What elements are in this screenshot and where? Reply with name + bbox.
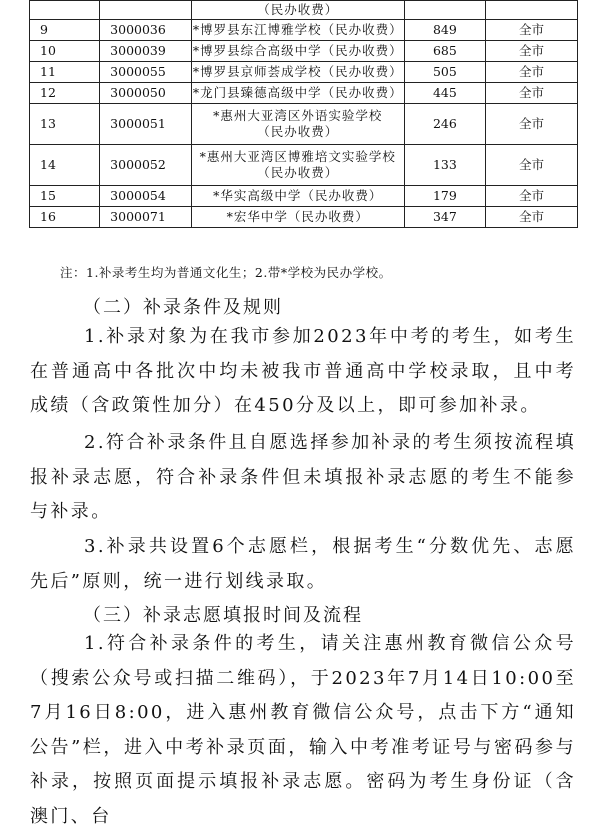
cell-school-line2: （民办收费） — [257, 124, 339, 139]
table-row — [30, 186, 578, 207]
table-row — [30, 20, 578, 41]
cell-no: 14 — [30, 145, 100, 186]
cell-code: 3000055 — [100, 62, 192, 83]
table-row — [30, 62, 578, 83]
cell-code: 3000071 — [100, 207, 192, 228]
cell-scope: 全市 — [486, 186, 578, 207]
cell-code — [100, 1, 192, 20]
cell-score: 445 — [404, 83, 486, 104]
table-row — [30, 145, 578, 186]
cell-score: 685 — [404, 41, 486, 62]
cell-no: 9 — [30, 20, 100, 41]
cell-school: *宏华中学（民办收费） — [192, 207, 405, 228]
cell-no: 11 — [30, 62, 100, 83]
cell-score: 179 — [404, 186, 486, 207]
paragraph: 1.符合补录条件的考生，请关注惠州教育微信公众号（搜索公众号或扫描二维码），于2023年7月14日10:00至7月16日8:00，进入惠州教育微信公众号，点击下方“通知公告”栏，进入中考补录页面，输入中考准考证号与密码参与补录，按照页面提示填报补录志愿。密码为考生身份证（含澳门、台 — [30, 633, 576, 827]
cell-school: *华实高级中学（民办收费） — [192, 186, 405, 207]
cell-school: *博罗县京师荟成学校（民办收费） — [192, 62, 405, 83]
cell-score: 347 — [404, 207, 486, 228]
cell-code: 3000054 — [100, 186, 192, 207]
cell-school: *博罗县综合高级中学（民办收费） — [192, 41, 405, 62]
cell-code: 3000050 — [100, 83, 192, 104]
paragraph: 3.补录共设置6个志愿栏，根据考生“分数优先、志愿先后”原则，统一进行划线录取。 — [30, 536, 576, 592]
cell-code: 3000052 — [100, 145, 192, 186]
cell-scope: 全市 — [486, 20, 578, 41]
cell-score — [404, 1, 486, 20]
cell-school-line2: （民办收费） — [257, 165, 339, 180]
cell-no: 13 — [30, 104, 100, 145]
cell-no — [30, 1, 100, 20]
table-footnote: 注：1.补录考生均为普通文化生；2.带*学校为民办学校。 — [60, 265, 392, 280]
cell-code: 3000039 — [100, 41, 192, 62]
cell-scope: 全市 — [486, 41, 578, 62]
cell-no: 10 — [30, 41, 100, 62]
table-row — [30, 41, 578, 62]
cell-code: 3000036 — [100, 20, 192, 41]
table-row — [30, 83, 578, 104]
section-heading: （三）补录志愿填报时间及流程 — [83, 605, 363, 626]
table-row — [30, 207, 578, 228]
cell-scope: 全市 — [486, 145, 578, 186]
paragraph: 2.符合补录条件且自愿选择参加补录的考生须按流程填报补录志愿，符合补录条件但未填报补录志愿的考生不能参与补录。 — [30, 432, 576, 522]
cell-school-line1: *惠州大亚湾区博雅培文实验学校 — [199, 149, 396, 164]
section-heading: （二）补录条件及规则 — [83, 297, 283, 318]
cell-school: *博罗县东江博雅学校（民办收费） — [192, 20, 405, 41]
cell-scope: 全市 — [486, 104, 578, 145]
cell-school: （民办收费） — [192, 1, 405, 20]
cell-scope — [486, 1, 578, 20]
cell-code: 3000051 — [100, 104, 192, 145]
cell-scope: 全市 — [486, 207, 578, 228]
cell-scope: 全市 — [486, 62, 578, 83]
cell-school: *龙门县臻德高级中学（民办收费） — [192, 83, 405, 104]
table-row — [30, 104, 578, 145]
cell-school-line1: *惠州大亚湾区外语实验学校 — [213, 108, 383, 123]
cell-school — [192, 104, 405, 145]
admission-table — [29, 0, 578, 228]
cell-score: 133 — [404, 145, 486, 186]
cell-no: 15 — [30, 186, 100, 207]
cell-no: 12 — [30, 83, 100, 104]
cell-score: 849 — [404, 20, 486, 41]
cell-school — [192, 145, 405, 186]
cell-no: 16 — [30, 207, 100, 228]
cell-scope: 全市 — [486, 83, 578, 104]
cell-score: 246 — [404, 104, 486, 145]
paragraph: 1.补录对象为在我市参加2023年中考的考生，如考生在普通高中各批次中均未被我市普通高中学校录取，且中考成绩（含政策性加分）在450分及以上，即可参加补录。 — [30, 326, 576, 416]
cell-score: 505 — [404, 62, 486, 83]
table-row — [30, 1, 578, 20]
